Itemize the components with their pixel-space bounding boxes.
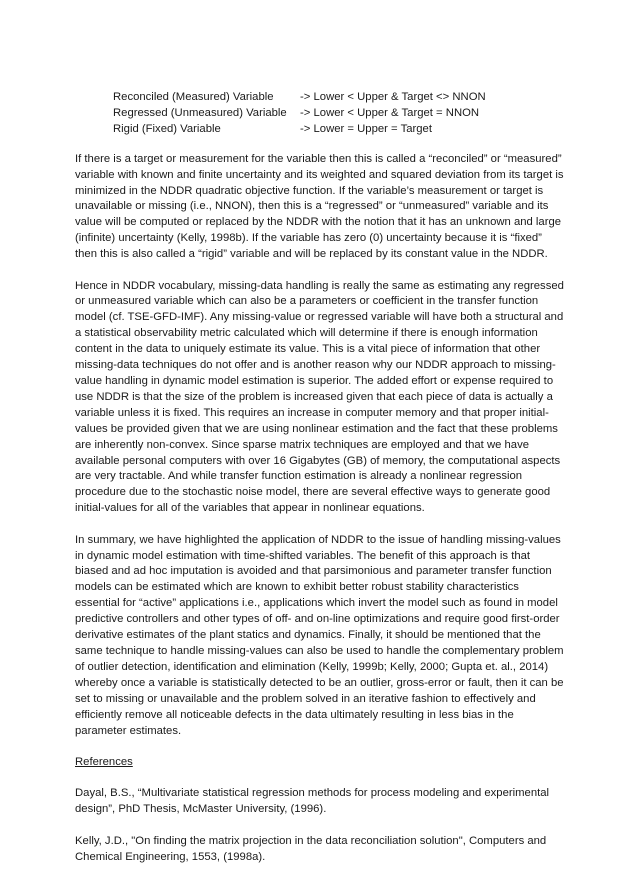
reference-item: Dayal, B.S., “Multivariate statistical regression methods for process modeling and experimental design”, PhD Thesis, McMaster University, (1996). — [75, 787, 550, 816]
mapping-row-reconciled — [113, 90, 565, 106]
mapping-variable-name: Rigid (Fixed) Variable — [113, 122, 221, 135]
references-heading: References — [75, 755, 133, 768]
mapping-row-regressed — [113, 106, 565, 122]
paragraph-variable-types: If there is a target or measurement for the variable then this is called a “reconciled” or “measured” variable with known and finite uncertainty and its weighted and squared deviation from its target is minimized in the NDDR quadratic objective function. If the variable’s measurement or target is unavailable or missing (i.e., NNON), then this is a “regressed” or “unmeasured” variable and its value will be computed or replaced by the NDDR with the notion that it has an unknown and large (infinite) uncertainty (Kelly, 1998b). If the variable has zero (0) uncertainty because it is “fixed” then this is also called a “rigid” variable and will be replaced by its constant value in the NDDR. — [75, 152, 564, 261]
mapping-rule: -> Lower < Upper & Target = NNON — [300, 106, 480, 119]
document-page — [75, 90, 565, 881]
mapping-rule: -> Lower = Upper = Target — [300, 122, 432, 135]
paragraph-summary: In summary, we have highlighted the application of NDDR to the issue of handling missing-values in dynamic model estimation with time-shifted variables. The benefit of this approach is that biased and ad hoc imputation is avoided and that parsimonious and parameter transfer function models can be estimated which are known to exhibit better robust stability characteristics essential for “active” applications i.e., applications which invert the model such as found in model predictive controllers and other types of off- and on-line optimizations and require good first-order derivative estimates of the plant statics and dynamics. Finally, it should be mentioned that the same technique to handle missing-values can also be used to handle the complementary problem of outlier detection, identification and elimination (Kelly, 1999b; Kelly, 2000; Gupta et. al., 2014) whereby once a variable is statistically detected to be an outlier, gross-error or fault, then it can be set to missing or unavailable and the problem solved in an iterative fashion to effectively and efficiently remove all noticeable defects in the data ultimately resulting in less bias in the parameter estimates. — [75, 533, 564, 737]
variable-mapping-table — [113, 90, 565, 138]
mapping-rule: -> Lower < Upper & Target <> NNON — [300, 91, 486, 103]
mapping-variable-name: Reconciled (Measured) Variable — [113, 91, 274, 103]
paragraph-missing-data-handling: Hence in NDDR vocabulary, missing-data handling is really the same as estimating any regressed or unmeasured variable which can also be a parameters or coefficient in the transfer function model (cf. TSE-GFD-IMF). Any missing-value or regressed variable will have both a structural and a statistical observability metric calculated which will determine if there is enough information content in the data to uniquely estimate its value. This is a vital piece of information that other missing-data techniques do not offer and is another reason why our NDDR approach to missing-value handling in dynamic model estimation is superior. The added effort or expense required to use NDDR is that the size of the problem is increased given that each piece of data is actually a variable unless it is fixed. This requires an increase in computer memory and that proper initial-values be provided given that we are using nonlinear estimation and the fact that these problems are inherently non-convex. Since sparse matrix techniques are employed and that we have available personal computers with over 16 Gigabytes (GB) of memory, the computational aspects are very tractable. And while transfer function estimation is already a nonlinear regression procedure due to the stochastic noise model, there are several effective ways to generate good initial-values for all of the variables that appear in nonlinear equations. — [75, 279, 564, 515]
mapping-variable-name: Regressed (Unmeasured) Variable — [113, 106, 287, 119]
reference-item: Kelly, J.D., "On finding the matrix projection in the data reconciliation solution", Computers and Chemical Engineering, 1553, (1998a). — [75, 834, 547, 863]
mapping-row-rigid — [113, 122, 565, 138]
